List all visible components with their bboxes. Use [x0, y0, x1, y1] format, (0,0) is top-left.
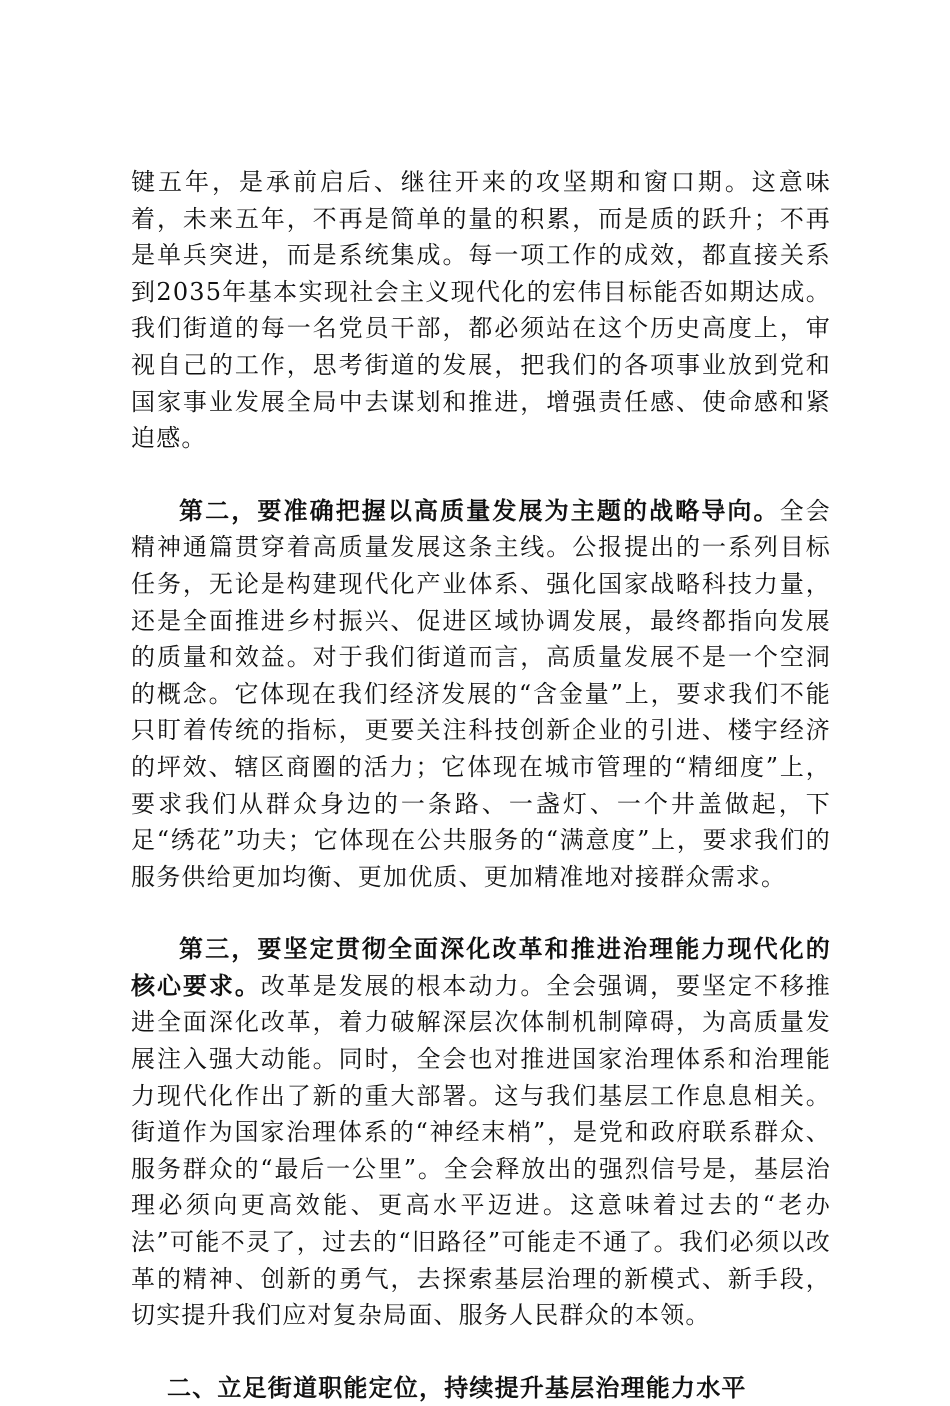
- paragraph-lead: 第三，要坚定贯彻全面深化改革和推进治理能力现代化的核心要求。: [131, 934, 831, 1000]
- paragraph-text: 键五年，是承前启后、继往开来的攻坚期和窗口期。这意味着，未来五年，不再是简单的量的积累，而是质的跃升；不再是单兵突进，而是系统集成。每一项工作的成效，都直接关系到2035年基本实现社会主义现代化的宏伟目标能否如期达成。我们街道的每一名党员干部，都必须站在这个历史高度上，审视自己的工作，思考街道的发展，把我们的各项事业放到党和国家事业发展全局中去谋划和推进，增强责任感、使命感和紧迫感。: [131, 168, 831, 453]
- paragraph-text: 全会精神通篇贯穿着高质量发展这条主线。公报提出的一系列目标任务，无论是构建现代化产业体系、强化国家战略科技力量，还是全面推进乡村振兴、促进区域协调发展，最终都指向发展的质量和效益。对于我们街道而言，高质量发展不是一个空洞的概念。它体现在我们经济发展的“含金量”上，要求我们不能只盯着传统的指标，更要关注科技创新企业的引进、楼宇经济的坪效、辖区商圈的活力；它体现在城市管理的“精细度”上，要求我们从群众身边的一条路、一盏灯、一个井盖做起，下足“绣花”功夫；它体现在公共服务的“满意度”上，要求我们的服务供给更加均衡、更加优质、更加精准地对接群众需求。: [131, 496, 831, 891]
- section-heading: 二、立足街道职能定位，持续提升基层治理能力水平: [167, 1372, 747, 1402]
- document-page: [131, 164, 831, 1406]
- paragraph-continuation: [131, 164, 831, 457]
- paragraph-lead: 第二，要准确把握以高质量发展为主题的战略导向。: [179, 495, 780, 525]
- paragraph-third-point: [131, 931, 831, 1334]
- paragraph-text: 改革是发展的根本动力。全会强调，要坚定不移推进全面深化改革，着力破解深层次体制机制障碍，为高质量发展注入强大动能。同时，全会也对推进国家治理体系和治理能力现代化作出了新的重大部署。这与我们基层工作息息相关。街道作为国家治理体系的“神经末梢”，是党和政府联系群众、服务群众的“最后一公里”。全会释放出的强烈信号是，基层治理必须向更高效能、更高水平迈进。这意味着过去的“老办法”可能不灵了，过去的“旧路径”可能走不通了。我们必须以改革的精神、创新的勇气，去探索基层治理的新模式、新手段，切实提升我们应对复杂局面、服务人民群众的本领。: [131, 971, 832, 1330]
- paragraph-second-point: [131, 493, 831, 896]
